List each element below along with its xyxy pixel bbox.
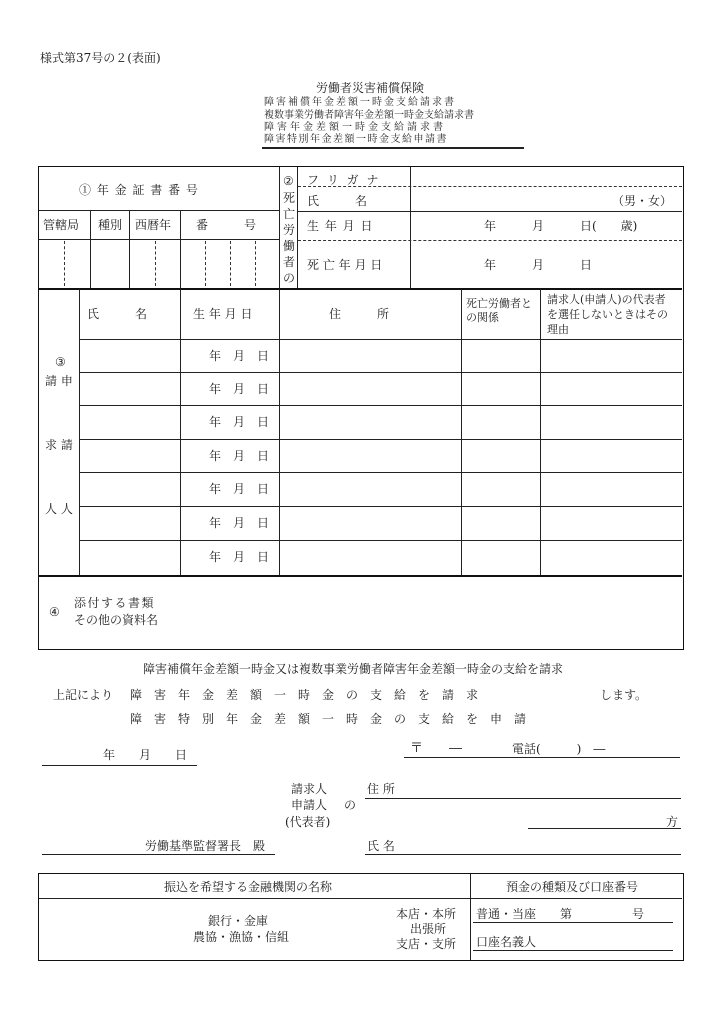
dob-label: 生 年 月 日 bbox=[307, 219, 374, 233]
declaration-prefix: 上記により bbox=[53, 688, 114, 702]
phone-number[interactable]: 電話( ) ― bbox=[512, 742, 606, 756]
page-title: 労働者災害補償保険 bbox=[316, 81, 425, 95]
deceased-vertical-label: 死 亡 労 働 者 の bbox=[282, 191, 295, 285]
relation-header: 死亡労働者との関係 bbox=[466, 297, 532, 324]
claimant-label: 請求人 bbox=[291, 782, 328, 796]
death-date-value[interactable]: 年 月 日 bbox=[484, 258, 593, 272]
application-date[interactable]: 年 月 日 bbox=[103, 748, 188, 762]
furigana-label: フ リ ガ ナ bbox=[307, 173, 381, 187]
col-jurisdiction: 管轄局 bbox=[43, 218, 80, 232]
col-year: 西暦年 bbox=[135, 218, 172, 232]
claimant-row-date[interactable]: 年 月 日 bbox=[209, 415, 270, 429]
declaration-line-3: 障 害 特 別 年 金 差 額 一 時 金 の 支 給 を 申 請 bbox=[130, 712, 527, 726]
pension-cert-title: ① 年 金 証 書 番 号 bbox=[79, 183, 199, 197]
branch-type-3[interactable]: 支店・支所 bbox=[396, 937, 457, 951]
claimant-row-date[interactable]: 年 月 日 bbox=[209, 482, 270, 496]
form-id: 様式第37号の２(表面) bbox=[40, 51, 161, 65]
claimant-side-label-2: 求 請 bbox=[45, 438, 73, 452]
applicant-no: の bbox=[344, 798, 357, 812]
section3-num: ③ bbox=[55, 355, 66, 369]
deceased-name-label: 氏 名 bbox=[307, 194, 368, 208]
bank-name-header: 振込を希望する金融機関の名称 bbox=[164, 880, 333, 894]
account-header: 預金の種類及び口座番号 bbox=[506, 880, 639, 894]
representative-label: (代表者) bbox=[285, 815, 331, 829]
claimant-side-label-1: 請 申 bbox=[45, 374, 73, 388]
subtitle-3: 障害年金差額一時金支給請求書 bbox=[264, 122, 446, 133]
kata-label: 方 bbox=[666, 815, 679, 829]
subtitle-4: 障害特別年金差額一時金支給申請書 bbox=[264, 134, 448, 145]
applicant-label: 申請人 bbox=[291, 798, 328, 812]
col-number: 番 号 bbox=[196, 218, 257, 232]
subtitle-2: 複数事業労働者障害年金差額一時金支給請求書 bbox=[264, 110, 474, 121]
declaration-line-1: 障害補償年金差額一時金又は複数事業労働者障害年金差額一時金の支給を請求 bbox=[143, 662, 564, 676]
applicant-address-label: 住 所 bbox=[367, 782, 395, 796]
claimant-row-date[interactable]: 年 月 日 bbox=[209, 516, 270, 530]
dob-value[interactable]: 年 月 日( 歳) bbox=[484, 219, 638, 233]
sex-select[interactable]: （男・女） bbox=[612, 194, 673, 208]
declaration-line-2: 障 害 年 金 差 額 一 時 金 の 支 給 を 請 求 bbox=[130, 688, 479, 702]
declaration-suffix: します。 bbox=[600, 688, 648, 702]
claimant-dob-header: 生 年 月 日 bbox=[193, 307, 253, 321]
branch-type-1[interactable]: 本店・本所 bbox=[396, 907, 457, 921]
claimant-side-label-3: 人 人 bbox=[45, 502, 73, 516]
title-underline bbox=[262, 147, 524, 149]
col-type: 種別 bbox=[98, 218, 123, 232]
applicant-name-label: 氏 名 bbox=[367, 839, 395, 853]
account-holder-label: 口座名義人 bbox=[476, 935, 537, 949]
attachments-label-1: 添付する書類 bbox=[74, 596, 156, 610]
bank-type-1[interactable]: 銀行・金庫 bbox=[208, 914, 269, 928]
section2-num: ② bbox=[283, 174, 294, 188]
claimant-address-header: 住 所 bbox=[329, 307, 390, 321]
death-date-label: 死 亡 年 月 日 bbox=[307, 258, 383, 272]
claimant-row-date[interactable]: 年 月 日 bbox=[209, 349, 270, 363]
section4-num: ④ bbox=[49, 605, 60, 619]
subtitle-1: 障害補償年金差額一時金支給請求書 bbox=[264, 97, 456, 108]
claimant-name-header: 氏 名 bbox=[87, 307, 148, 321]
account-type[interactable]: 普通・当座 第 号 bbox=[476, 907, 645, 921]
postal-code[interactable]: 〒 ― bbox=[410, 741, 463, 756]
rep-reason-header: 請求人(申請人)の代表者を選任しないときはその理由 bbox=[547, 293, 668, 336]
claimant-row-date[interactable]: 年 月 日 bbox=[209, 382, 270, 396]
claimant-row-date[interactable]: 年 月 日 bbox=[209, 449, 270, 463]
branch-type-2[interactable]: 出張所 bbox=[410, 922, 447, 936]
attachments-label-2: その他の資料名 bbox=[74, 613, 159, 627]
bank-type-2[interactable]: 農協・漁協・信組 bbox=[193, 930, 290, 944]
office-label: 労働基準監督署長 殿 bbox=[145, 839, 266, 853]
claimant-row-date[interactable]: 年 月 日 bbox=[209, 550, 270, 564]
